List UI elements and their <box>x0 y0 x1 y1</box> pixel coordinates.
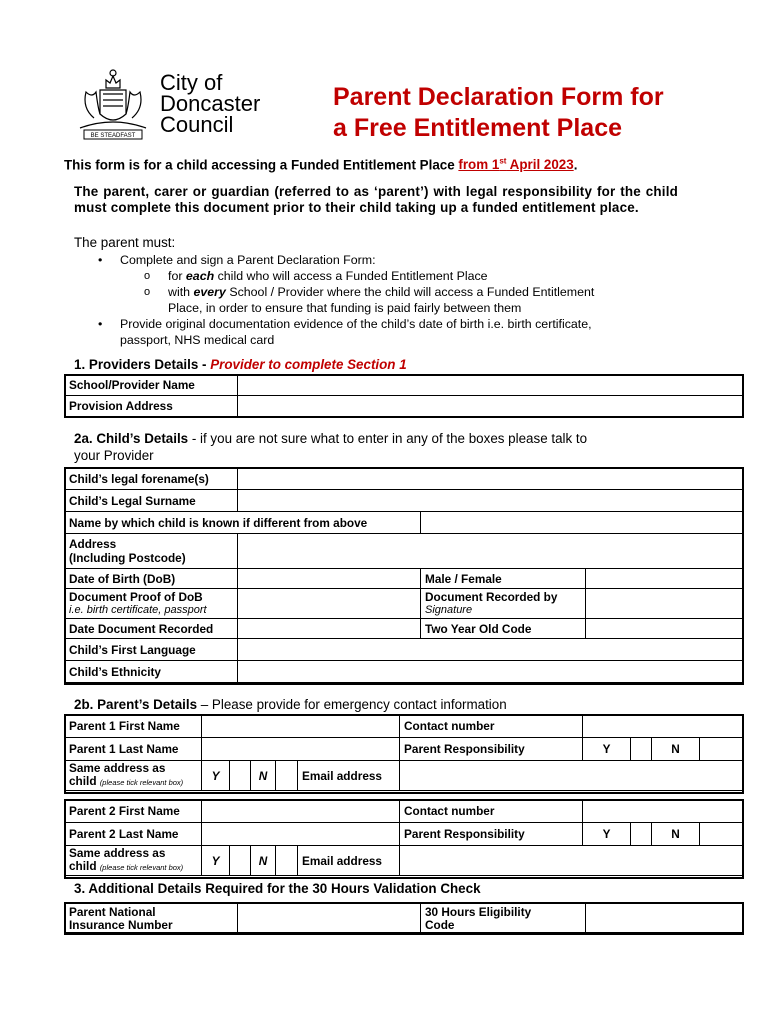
parent1-responsibility-label: Parent Responsibility <box>400 738 583 761</box>
date-recorded-label: Date Document Recorded <box>65 619 238 639</box>
language-field[interactable] <box>238 639 744 661</box>
ni-field[interactable] <box>238 903 421 935</box>
parent1-resp-yes: Y <box>583 738 631 761</box>
section1-table <box>64 374 744 417</box>
section3-heading: 3. Additional Details Required for the 30 Hours Validation Check <box>74 881 481 896</box>
parent2-resp-no: N <box>652 823 700 846</box>
dob-label: Date of Birth (DoB) <box>65 569 238 589</box>
parent1-resp-no-box[interactable] <box>700 738 744 761</box>
ethnicity-label: Child’s Ethnicity <box>65 661 238 683</box>
proof-field[interactable] <box>238 589 421 619</box>
parent1-email-label: Email address <box>298 761 400 791</box>
council-name: City of Doncaster Council <box>160 70 261 137</box>
section1-heading: 1. Providers Details - Provider to complete Section 1 <box>74 357 407 372</box>
parent2-email-label: Email address <box>298 846 400 876</box>
parent1-same-yes: Y <box>202 761 230 791</box>
parent1-last-label: Parent 1 Last Name <box>65 738 202 761</box>
parent2-resp-yes: Y <box>583 823 631 846</box>
eligibility-code-label: 30 Hours Eligibility Code <box>421 903 586 935</box>
two-year-code-label: Two Year Old Code <box>421 619 586 639</box>
intro-line: This form is for a child accessing a Funded Entitlement Place from 1st April 2023. <box>64 157 578 173</box>
section2b-heading: 2b. Parent’s Details – Please provide for emergency contact information <box>74 697 507 712</box>
gender-label: Male / Female <box>421 569 586 589</box>
parent2-same-yes: Y <box>202 846 230 876</box>
logo-motto: BE STEADFAST <box>90 133 136 139</box>
provider-name-label: School/Provider Name <box>65 375 238 396</box>
provision-address-label: Provision Address <box>65 396 238 417</box>
forename-label: Child’s legal forename(s) <box>65 468 238 490</box>
parent2-resp-yes-box[interactable] <box>631 823 652 846</box>
parent1-same-no-box[interactable] <box>276 761 298 791</box>
parent1-resp-yes-box[interactable] <box>631 738 652 761</box>
parent2-email-field[interactable] <box>400 846 744 876</box>
parent2-same-address-label: Same address as child (please tick relevant box) <box>65 846 202 876</box>
recorded-by-field[interactable] <box>586 589 744 619</box>
gender-field[interactable] <box>586 569 744 589</box>
date-recorded-field[interactable] <box>238 619 421 639</box>
parent1-contact-field[interactable] <box>583 715 744 738</box>
parent1-first-label: Parent 1 First Name <box>65 715 202 738</box>
parent2-table <box>64 799 744 876</box>
parent2-first-label: Parent 2 First Name <box>65 800 202 823</box>
section2a-table <box>64 467 744 683</box>
parent2-same-no: N <box>251 846 276 876</box>
parent2-resp-no-box[interactable] <box>700 823 744 846</box>
proof-label: Document Proof of DoB i.e. birth certificate, passport <box>65 589 238 619</box>
known-as-field[interactable] <box>421 512 744 534</box>
provision-address-field[interactable] <box>238 396 744 417</box>
parent2-first-field[interactable] <box>202 800 400 823</box>
recorded-by-label: Document Recorded by Signature <box>421 589 586 619</box>
two-year-code-field[interactable] <box>586 619 744 639</box>
parent1-same-address-label: Same address as child (please tick relevant box) <box>65 761 202 791</box>
parent2-contact-field[interactable] <box>583 800 744 823</box>
parent1-email-field[interactable] <box>400 761 744 791</box>
requirements-list: • Complete and sign a Parent Declaration Form: o for each child who will access a Funded Entitlement Place o with every School / Provider where the child will access a Funded Entitlement Place, in order to ensure that funding is paid fairly between them • Provide original documentation evidence of the child’s date of birth i.e. birth certificate, passport, NHS medical card <box>98 253 595 347</box>
provider-name-field[interactable] <box>238 375 744 396</box>
parent1-same-yes-box[interactable] <box>230 761 251 791</box>
eligibility-code-field[interactable] <box>586 903 744 935</box>
page-title: Parent Declaration Form for a Free Entitlement Place <box>333 83 664 142</box>
dob-field[interactable] <box>238 569 421 589</box>
known-as-label: Name by which child is known if different from above <box>65 512 421 534</box>
surname-label: Child’s Legal Surname <box>65 490 238 512</box>
surname-field[interactable] <box>238 490 744 512</box>
section3-table <box>64 902 744 935</box>
parent2-contact-label: Contact number <box>400 800 583 823</box>
parent1-last-field[interactable] <box>202 738 400 761</box>
parent2-responsibility-label: Parent Responsibility <box>400 823 583 846</box>
parent1-same-no: N <box>251 761 276 791</box>
language-label: Child’s First Language <box>65 639 238 661</box>
parent1-first-field[interactable] <box>202 715 400 738</box>
parent2-last-label: Parent 2 Last Name <box>65 823 202 846</box>
ethnicity-field[interactable] <box>238 661 744 683</box>
parent2-last-field[interactable] <box>202 823 400 846</box>
intro-paragraph: The parent, carer or guardian (referred to as ‘parent’) with legal responsibility for the child must complete this document prior to their child taking up a funded entitlement place. <box>74 184 678 215</box>
address-field[interactable] <box>238 534 744 569</box>
must-heading: The parent must: <box>74 235 176 250</box>
parent2-same-no-box[interactable] <box>276 846 298 876</box>
forename-field[interactable] <box>238 468 744 490</box>
parent1-resp-no: N <box>652 738 700 761</box>
council-crest-logo <box>72 68 154 148</box>
parent1-table <box>64 714 744 791</box>
parent1-contact-label: Contact number <box>400 715 583 738</box>
section2a-heading: 2a. Child’s Details - if you are not sure what to enter in any of the boxes please talk to your Provider <box>74 431 588 463</box>
parent2-same-yes-box[interactable] <box>230 846 251 876</box>
ni-label: Parent National Insurance Number <box>65 903 238 935</box>
address-label: Address (Including Postcode) <box>65 534 238 569</box>
